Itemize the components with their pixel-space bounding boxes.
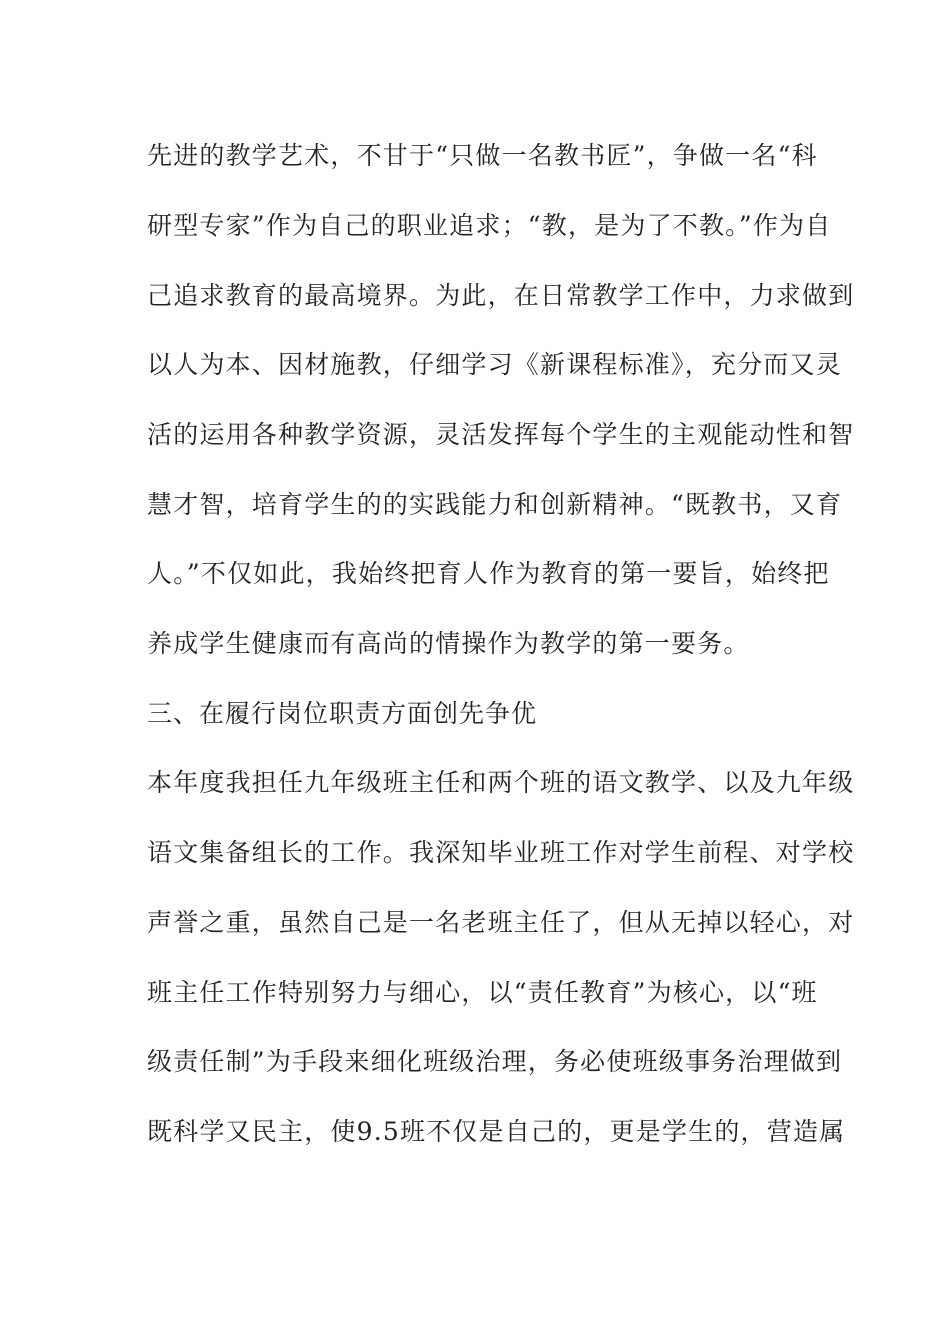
paragraph-line: 语文集备组长的工作。我深知毕业班工作对学生前程、对学校 bbox=[147, 838, 855, 867]
paragraph-line: 慧才智，培育学生的的实践能力和创新精神。“既教书，又育 bbox=[147, 490, 843, 519]
paragraph-line: 班主任工作特别努力与细心，以“责任教育”为核心，以“班 bbox=[147, 978, 818, 1007]
paragraph-line: 人。”不仅如此，我始终把育人作为教育的第一要旨，始终把 bbox=[147, 559, 830, 588]
paragraph-line: 本年度我担任九年级班主任和两个班的语文教学、以及九年级 bbox=[147, 768, 855, 797]
paragraph-line: 活的运用各种教学资源，灵活发挥每个学生的主观能动性和智 bbox=[147, 420, 855, 449]
paragraph-line: 研型专家”作为自己的职业追求；“教，是为了不教。”作为自 bbox=[147, 211, 832, 240]
paragraph-line: 级责任制”为手段来细化班级治理，务必使班级事务治理做到 bbox=[147, 1047, 843, 1076]
paragraph-line: 既科学又民主，使9.5班不仅是自己的，更是学生的，营造属 bbox=[147, 1117, 846, 1146]
section-heading: 三、在履行岗位职责方面创先争优 bbox=[147, 699, 538, 728]
paragraph-line: 以人为本、因材施教，仔细学习《新课程标准》，充分而又灵 bbox=[147, 350, 842, 379]
paragraph-line: 声誉之重，虽然自己是一名老班主任了，但从无掉以轻心，对 bbox=[147, 908, 855, 937]
paragraph-line: 先进的教学艺术，不甘于“只做一名教书匠”，争做一名“科 bbox=[147, 141, 818, 170]
paragraph-line: 己追求教育的最高境界。为此，在日常教学工作中，力求做到 bbox=[147, 281, 855, 310]
paragraph-line: 养成学生健康而有高尚的情操作为教学的第一要务。 bbox=[147, 629, 750, 658]
